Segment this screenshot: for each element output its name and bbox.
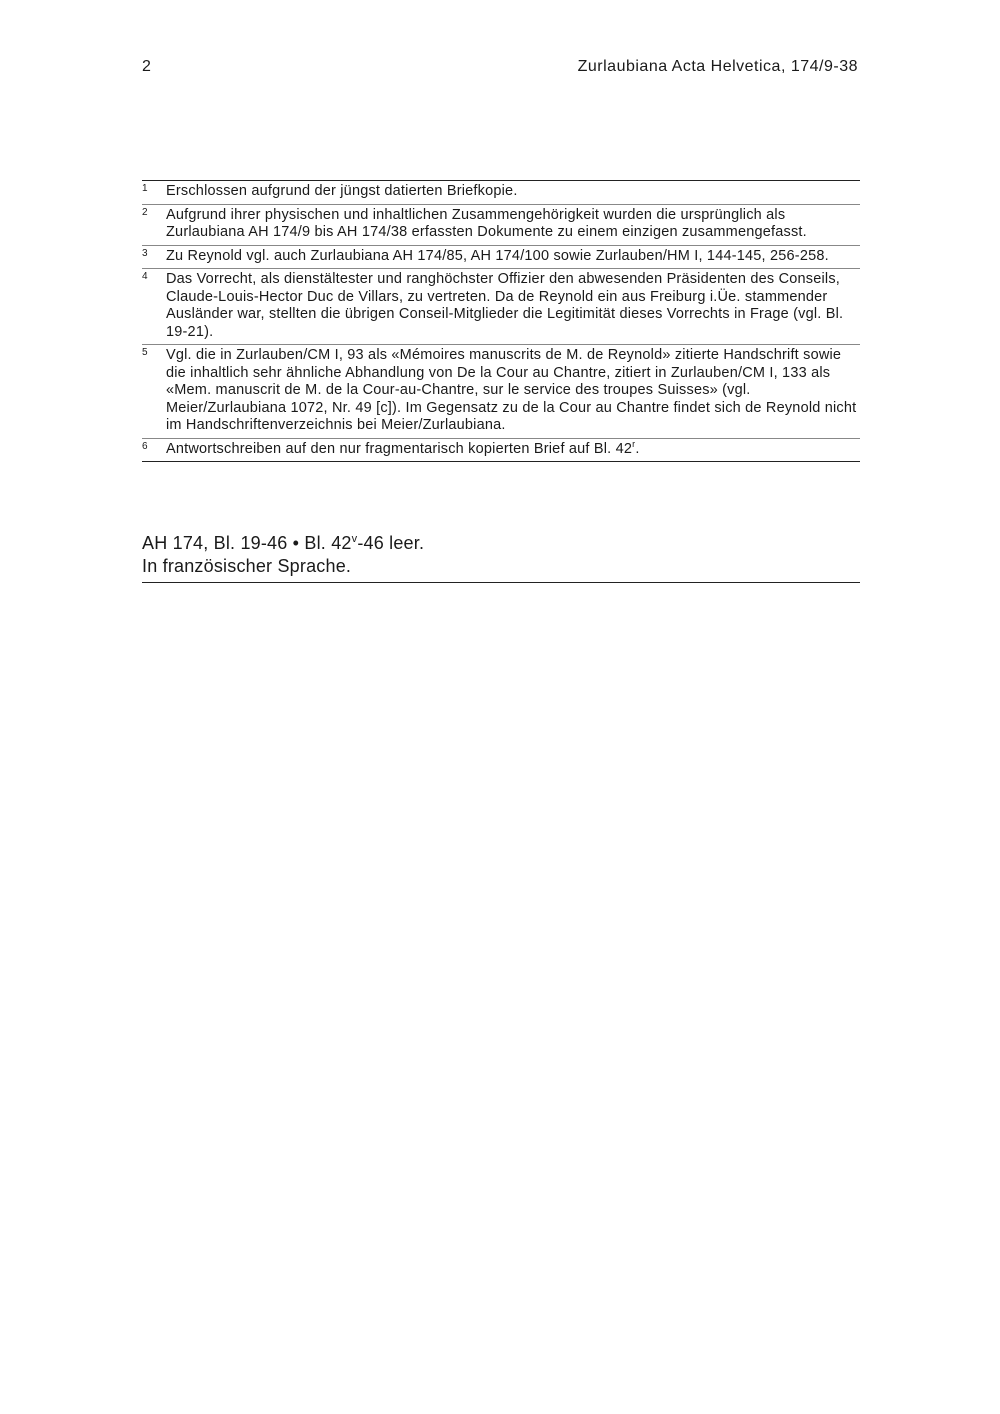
footnote-text: Erschlossen aufgrund der jüngst datierten Briefkopie.: [166, 183, 518, 199]
source-shelfmark: AH 174, Bl. 19-46 • Bl. 42: [142, 533, 352, 553]
footnote: [142, 181, 860, 205]
running-title: Zurlaubiana Acta Helvetica, 174/9-38: [577, 58, 858, 75]
source-shelfmark-line: [142, 532, 860, 555]
footnote-number: 6: [142, 440, 148, 452]
footnote: [142, 439, 860, 463]
footnote-text: Das Vorrecht, als dienstältester und ranghöchster Offizier den abwesenden Präsidenten des Conseils, Claude-Louis-Hector Duc de Villars, zu vertreten. Da de Reynold ein aus Freiburg i.Üe. stammender Ausländer war, stellten die übrigen Conseil-Mitglieder die Legitimität dieses Vorrechts in Frage (vgl. Bl. 19-21).: [166, 271, 844, 340]
footnote-text-end: .: [635, 440, 640, 457]
footnote: [142, 246, 860, 270]
source-blank-note: -46 leer.: [357, 533, 425, 553]
footnote: [142, 269, 860, 345]
footnote-number: 2: [142, 206, 148, 218]
footnote-text: Zu Reynold vgl. auch Zurlaubiana AH 174/85, AH 174/100 sowie Zurlauben/HM I, 144-145, 256-258.: [166, 247, 829, 264]
folio-superscript: r: [632, 438, 636, 449]
footnote-number: 3: [142, 247, 148, 259]
footnote-text-main: Antwortschreiben auf den nur fragmentarisch kopierten Brief auf Bl. 42: [166, 440, 633, 457]
source-language-line: In französischer Sprache.: [142, 556, 352, 576]
footnote: [142, 345, 860, 439]
footnote-text: Aufgrund ihrer physischen und inhaltlichen Zusammengehörigkeit wurden die ursprünglich als Zurlaubiana AH 174/9 bis AH 174/38 erfassten Dokumente zu einem einzigen zusammengefasst.: [166, 206, 807, 240]
footnote-number: 5: [142, 347, 148, 358]
folio-superscript: v: [351, 533, 358, 545]
footnote: [142, 205, 860, 246]
source-description: [142, 530, 860, 583]
footnote-text: [166, 438, 860, 459]
page-number: 2: [142, 58, 152, 75]
footnote-text: Vgl. die in Zurlauben/CM I, 93 als «Mémoires manuscrits de M. de Reynold» zitierte Handschrift sowie die inhaltlich sehr ähnliche Abhandlung von De la Cour au Chantre, zitiert in Zurlauben/CM I, 133 als «Mem. manuscrit de M. de la Cour-au-Chantre, sur le service des troupes Suisses» (vgl. Meier/Zurlaubiana 1072, Nr. 49 [c]). Im Gegensatz zu de la Cour au Chantre findet sich de Reynold nicht im Handschriftenverzeichnis bei Meier/Zurlaubiana.: [166, 347, 857, 433]
footnotes-block: [142, 180, 860, 462]
footnote-number: 4: [142, 271, 148, 282]
footnote-number: 1: [142, 183, 148, 194]
